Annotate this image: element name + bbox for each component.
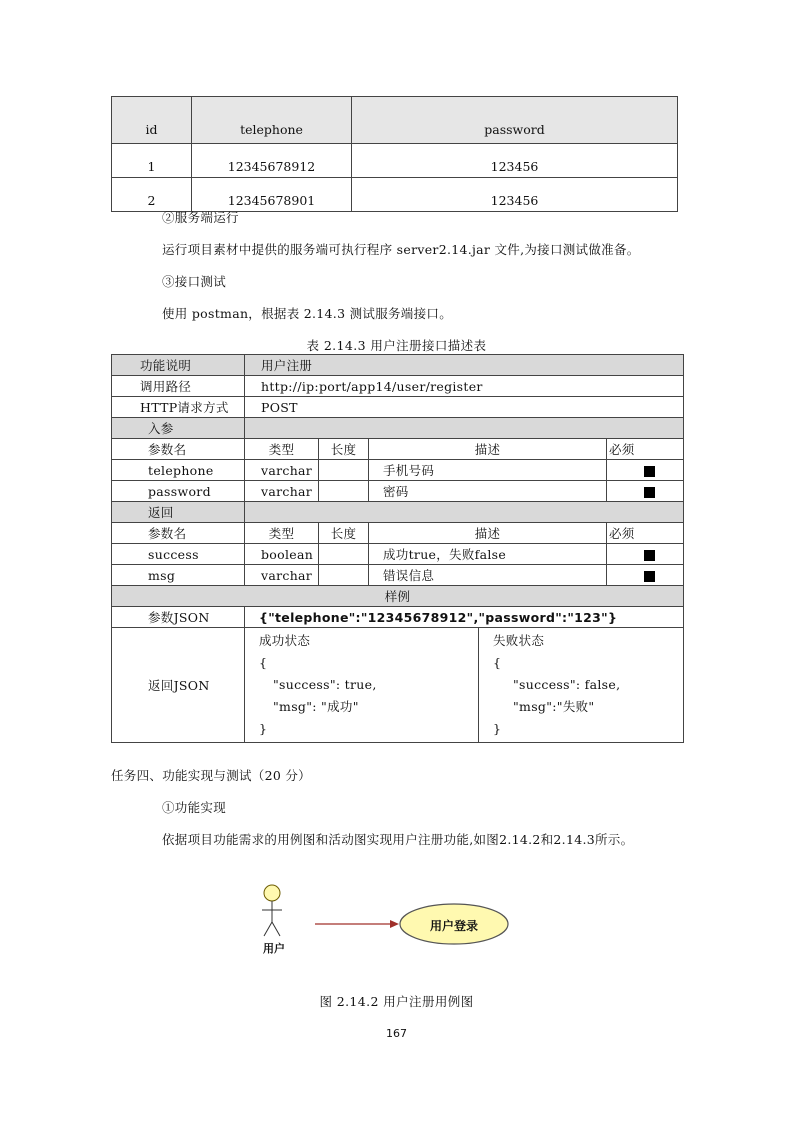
header-id: id xyxy=(112,97,192,144)
table-row xyxy=(112,544,684,565)
func-label: 功能说明 xyxy=(112,355,245,376)
json-line: } xyxy=(259,721,268,736)
param-desc: 密码 xyxy=(369,481,607,502)
cell-id: 2 xyxy=(112,178,192,212)
col-type-header: 类型 xyxy=(245,523,319,544)
func-row xyxy=(112,355,684,376)
input-section-label: 入参 xyxy=(112,418,245,439)
table-row xyxy=(112,460,684,481)
table2-caption: 表 2.14.3 用户注册接口描述表 xyxy=(306,338,487,353)
return-type: boolean xyxy=(245,544,319,565)
return-name: msg xyxy=(112,565,245,586)
fail-example xyxy=(479,628,684,743)
actor-icon xyxy=(262,885,282,936)
return-len xyxy=(319,544,369,565)
user-data-table xyxy=(111,96,678,212)
param-json-row xyxy=(112,607,684,628)
param-name: telephone xyxy=(112,460,245,481)
return-name: success xyxy=(112,544,245,565)
path-value: http://ip:port/app14/user/register xyxy=(245,376,684,397)
input-section-row xyxy=(112,418,684,439)
actor-label: 用户 xyxy=(263,942,285,955)
param-name: password xyxy=(112,481,245,502)
param-desc: 手机号码 xyxy=(369,460,607,481)
step3-text: 使用 postman，根据表 2.14.3 测试服务端接口。 xyxy=(162,306,453,321)
return-len xyxy=(319,565,369,586)
example-section-label: 样例 xyxy=(112,586,684,607)
success-example xyxy=(245,628,479,743)
page-number: 167 xyxy=(386,1027,407,1040)
step2-title: ②服务端运行 xyxy=(162,210,239,225)
return-required xyxy=(607,544,684,565)
param-type: varchar xyxy=(245,481,319,502)
api-description-table xyxy=(111,354,684,743)
cell-telephone: 12345678901 xyxy=(192,178,352,212)
json-line: { xyxy=(259,655,268,670)
success-title: 成功状态 xyxy=(259,633,311,648)
method-value: POST xyxy=(245,397,684,418)
param-type: varchar xyxy=(245,460,319,481)
col-desc-header: 描述 xyxy=(369,439,607,460)
path-label: 调用路径 xyxy=(112,376,245,397)
json-line: { xyxy=(493,655,502,670)
table-row xyxy=(112,565,684,586)
col-len-header: 长度 xyxy=(319,439,369,460)
return-desc: 成功true，失败false xyxy=(369,544,607,565)
step1-title: ①功能实现 xyxy=(162,800,227,815)
task4-title: 任务四、功能实现与测试（20 分） xyxy=(111,768,311,783)
col-name-header: 参数名 xyxy=(112,439,245,460)
col-required-header: 必须 xyxy=(607,439,684,460)
param-len xyxy=(319,481,369,502)
return-type: varchar xyxy=(245,565,319,586)
cell-password: 123456 xyxy=(352,144,678,178)
output-header-row xyxy=(112,523,684,544)
step2-text: 运行项目素材中提供的服务端可执行程序 server2.14.jar 文件,为接口测试做准备。 xyxy=(162,242,640,257)
table-row xyxy=(112,178,678,212)
input-header-row xyxy=(112,439,684,460)
fail-title: 失败状态 xyxy=(493,633,545,648)
col-len-header: 长度 xyxy=(319,523,369,544)
json-line: "success": true, xyxy=(273,677,377,692)
param-json-label: 参数JSON xyxy=(112,607,245,628)
required-mark-icon xyxy=(644,466,655,477)
return-json-row xyxy=(112,628,684,743)
col-type-header: 类型 xyxy=(245,439,319,460)
method-label: HTTP请求方式 xyxy=(112,397,245,418)
param-required xyxy=(607,481,684,502)
return-required xyxy=(607,565,684,586)
col-required-header: 必须 xyxy=(607,523,684,544)
return-json-label: 返回JSON xyxy=(112,628,245,743)
json-line: "success": false, xyxy=(513,677,621,692)
required-mark-icon xyxy=(644,571,655,582)
json-line: } xyxy=(493,721,502,736)
header-telephone: telephone xyxy=(192,97,352,144)
param-required xyxy=(607,460,684,481)
path-row xyxy=(112,376,684,397)
col-desc-header: 描述 xyxy=(369,523,607,544)
json-line: "msg": "成功" xyxy=(273,699,359,714)
col-name-header: 参数名 xyxy=(112,523,245,544)
step1-text: 依据项目功能需求的用例图和活动图实现用户注册功能,如图2.14.2和2.14.3所示。 xyxy=(162,832,634,847)
cell-id: 1 xyxy=(112,144,192,178)
example-section-row xyxy=(112,586,684,607)
table-row xyxy=(112,481,684,502)
param-len xyxy=(319,460,369,481)
required-mark-icon xyxy=(644,550,655,561)
param-json-value: {"telephone":"12345678912","password":"123"} xyxy=(245,607,684,628)
header-password: password xyxy=(352,97,678,144)
json-line: "msg":"失败" xyxy=(513,699,595,714)
usecase-label: 用户登录 xyxy=(429,919,478,933)
return-desc: 错误信息 xyxy=(369,565,607,586)
table-row xyxy=(112,144,678,178)
figure-caption: 图 2.14.2 用户注册用例图 xyxy=(319,994,474,1009)
arrow-head-icon xyxy=(390,920,399,928)
func-value: 用户注册 xyxy=(245,355,684,376)
cell-password: 123456 xyxy=(352,178,678,212)
cell-telephone: 12345678912 xyxy=(192,144,352,178)
table-header-row xyxy=(112,97,678,144)
step3-title: ③接口测试 xyxy=(162,274,227,289)
output-section-row xyxy=(112,502,684,523)
output-section-label: 返回 xyxy=(112,502,245,523)
required-mark-icon xyxy=(644,487,655,498)
method-row xyxy=(112,397,684,418)
